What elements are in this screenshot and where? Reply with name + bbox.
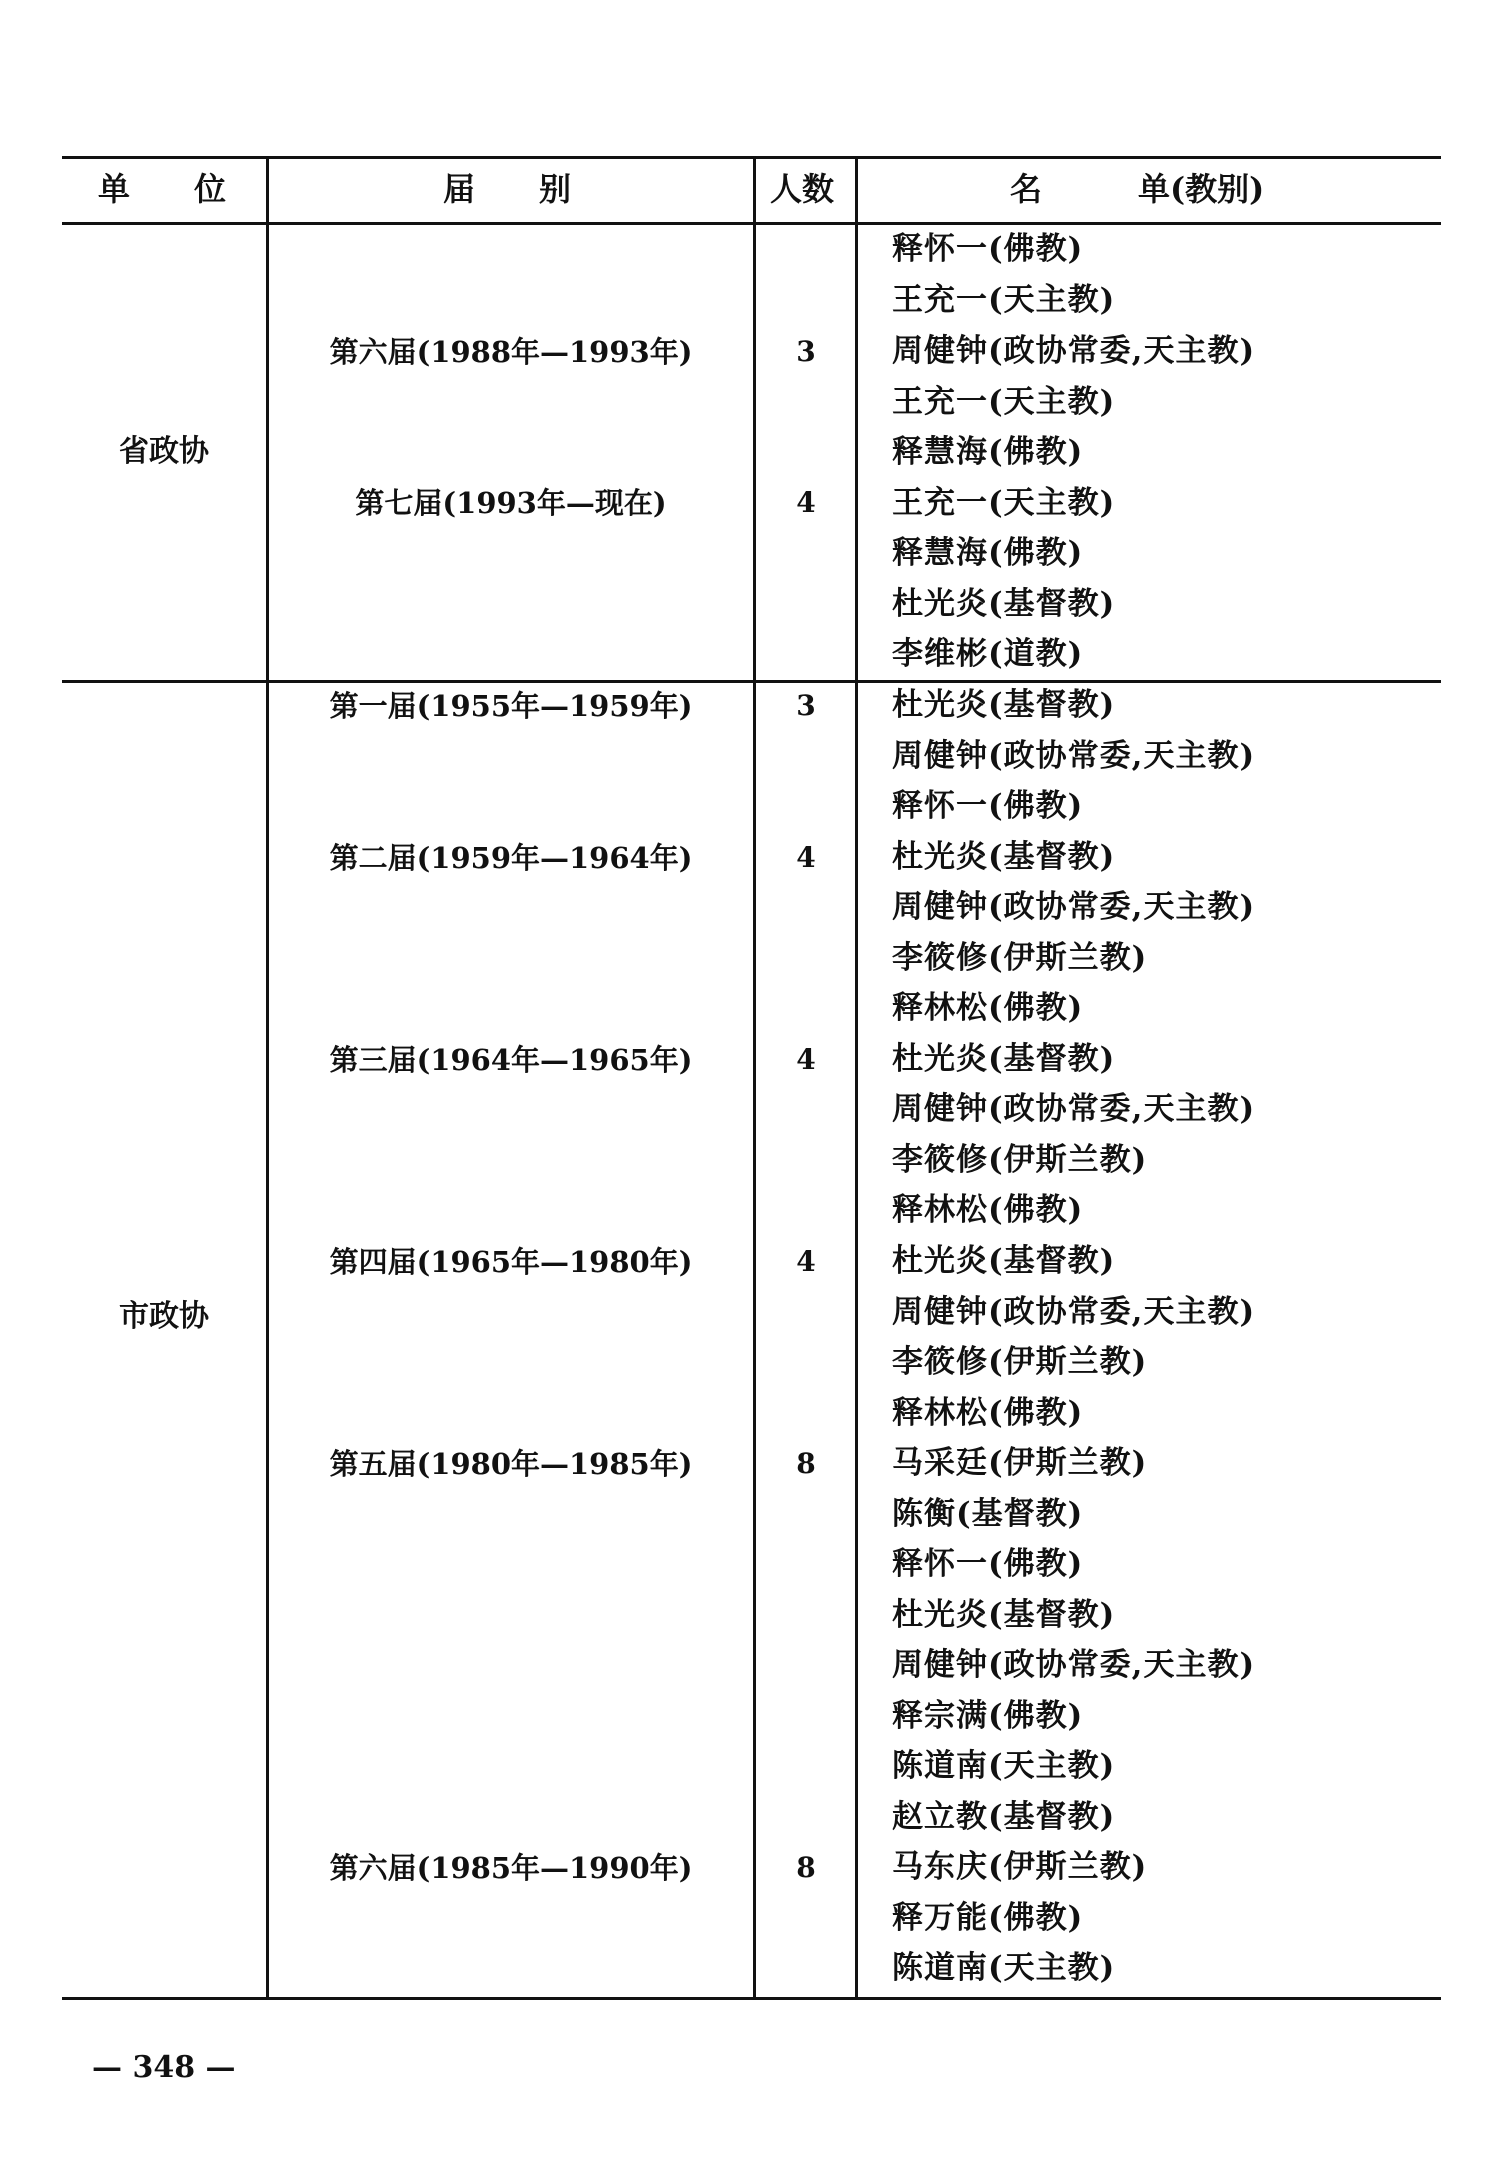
member-name: 周健钟(政协常委,天主教)	[892, 333, 1256, 369]
member-name: 杜光炎(基督教)	[892, 839, 1116, 875]
member-name: 李筱修(伊斯兰教)	[892, 1142, 1148, 1178]
member-name: 赵立教(基督教)	[892, 1799, 1116, 1835]
unit-label: 市政协	[119, 1299, 209, 1334]
member-name: 释慧海(佛教)	[892, 434, 1084, 470]
member-name: 周健钟(政协常委,天主教)	[892, 1091, 1256, 1127]
column-divider-count	[855, 156, 858, 2000]
term-label: 第四届(1965年—1980年)	[329, 1245, 693, 1279]
member-name: 释宗满(佛教)	[892, 1698, 1084, 1734]
member-name: 杜光炎(基督教)	[892, 1041, 1116, 1077]
member-name: 李筱修(伊斯兰教)	[892, 1344, 1148, 1380]
member-name: 释林松(佛教)	[892, 1395, 1084, 1431]
header-count: 人数	[770, 170, 835, 208]
member-name: 马采廷(伊斯兰教)	[892, 1445, 1148, 1481]
member-count: 4	[796, 841, 816, 874]
unit-label: 省政协	[119, 434, 209, 469]
term-label: 第五届(1980年—1985年)	[329, 1447, 693, 1481]
term-label: 第六届(1988年—1993年)	[329, 335, 693, 369]
member-name: 释林松(佛教)	[892, 1192, 1084, 1228]
member-name: 陈衡(基督教)	[892, 1496, 1084, 1532]
member-count: 3	[796, 335, 816, 368]
header-unit: 单 位	[98, 170, 227, 208]
column-divider-term	[753, 156, 756, 2000]
member-name: 杜光炎(基督教)	[892, 586, 1116, 622]
member-name: 释怀一(佛教)	[892, 231, 1084, 267]
member-name: 李筱修(伊斯兰教)	[892, 940, 1148, 976]
member-name: 王充一(天主教)	[892, 485, 1116, 521]
member-name: 周健钟(政协常委,天主教)	[892, 1647, 1256, 1683]
member-name: 杜光炎(基督教)	[892, 687, 1116, 723]
column-divider-unit	[266, 156, 269, 2000]
member-name: 释怀一(佛教)	[892, 788, 1084, 824]
member-name: 陈道南(天主教)	[892, 1748, 1116, 1784]
member-name: 李维彬(道教)	[892, 636, 1084, 672]
member-name: 王充一(天主教)	[892, 282, 1116, 318]
member-name: 王充一(天主教)	[892, 384, 1116, 420]
term-label: 第六届(1985年—1990年)	[329, 1851, 693, 1885]
page-number: — 348 —	[92, 2050, 236, 2085]
member-name: 释林松(佛教)	[892, 990, 1084, 1026]
member-name: 释万能(佛教)	[892, 1900, 1084, 1936]
term-label: 第一届(1955年—1959年)	[329, 689, 693, 723]
member-count: 4	[796, 486, 816, 519]
member-count: 8	[796, 1447, 816, 1480]
member-count: 4	[796, 1043, 816, 1076]
term-label: 第三届(1964年—1965年)	[329, 1043, 693, 1077]
member-name: 周健钟(政协常委,天主教)	[892, 1294, 1256, 1330]
member-count: 3	[796, 689, 816, 722]
member-name: 周健钟(政协常委,天主教)	[892, 889, 1256, 925]
member-name: 周健钟(政协常委,天主教)	[892, 738, 1256, 774]
term-label: 第二届(1959年—1964年)	[329, 841, 693, 875]
header-names: 名 单(教别)	[1010, 170, 1265, 208]
member-name: 杜光炎(基督教)	[892, 1243, 1116, 1279]
header-term: 届 别	[443, 170, 572, 208]
member-count: 8	[796, 1851, 816, 1884]
term-label: 第七届(1993年—现在)	[355, 486, 667, 520]
member-name: 释慧海(佛教)	[892, 535, 1084, 571]
member-name: 马东庆(伊斯兰教)	[892, 1849, 1148, 1885]
member-name: 杜光炎(基督教)	[892, 1597, 1116, 1633]
member-name: 释怀一(佛教)	[892, 1546, 1084, 1582]
member-name: 陈道南(天主教)	[892, 1950, 1116, 1986]
member-count: 4	[796, 1245, 816, 1278]
